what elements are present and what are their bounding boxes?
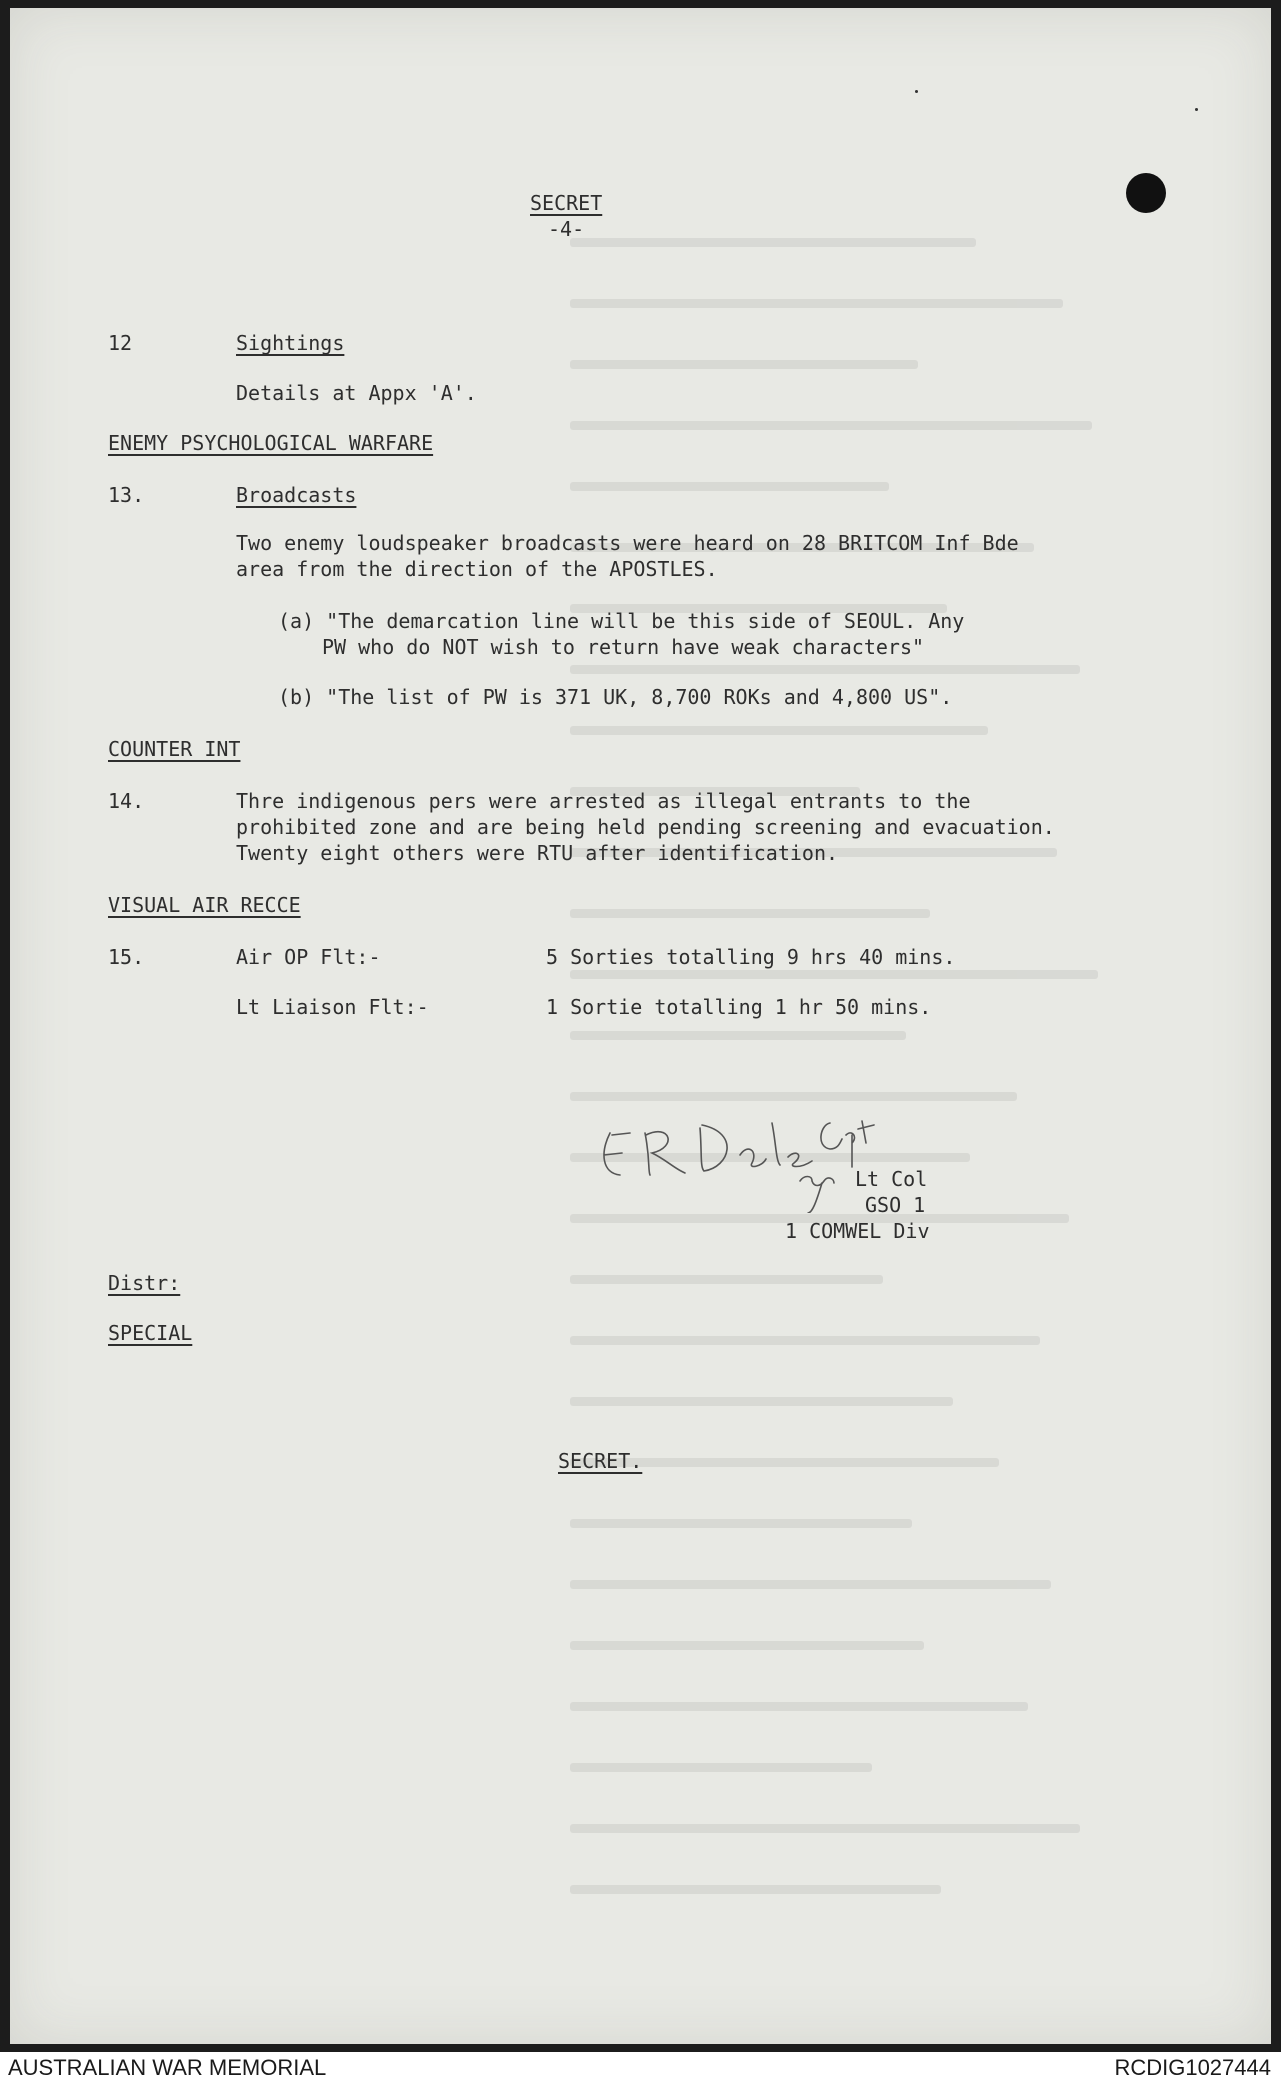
- sortie-value: 1 Sortie totalling 1 hr 50 mins.: [546, 995, 932, 1019]
- punch-hole: [1126, 173, 1166, 213]
- document-page: [10, 8, 1271, 2044]
- visual-air-recce-heading: VISUAL AIR RECCE: [108, 893, 301, 917]
- para-13-line: area from the direction of the APOSTLES.: [236, 557, 718, 581]
- broadcast-item-a-cont: PW who do NOT wish to return have weak characters": [322, 635, 925, 659]
- para-14-line: Thre indigenous pers were arrested as illegal entrants to the: [236, 789, 971, 813]
- sortie-label: Air OP Flt:-: [236, 945, 381, 969]
- sortie-value: 5 Sorties totalling 9 hrs 40 mins.: [546, 945, 956, 969]
- page-number: -4-: [548, 217, 585, 241]
- sortie-label: Lt Liaison Flt:-: [236, 995, 429, 1019]
- classification-footer: SECRET.: [558, 1449, 643, 1473]
- paper-speck: [915, 90, 918, 93]
- para-12-text: Details at Appx 'A'.: [236, 381, 477, 405]
- archive-footer: [0, 2052, 1281, 2082]
- para-12-heading: Sightings: [236, 331, 345, 355]
- para-13-line: Two enemy loudspeaker broadcasts were heard on 28 BRITCOM Inf Bde: [236, 531, 1019, 555]
- para-14-line: prohibited zone and are being held pending screening and evacuation.: [236, 815, 1055, 839]
- para-15-number: 15.: [108, 945, 145, 969]
- para-14-line: Twenty eight others were RTU after identification.: [236, 841, 839, 865]
- distribution-value: SPECIAL: [108, 1321, 193, 1345]
- signatory-unit: 1 COMWEL Div: [785, 1219, 930, 1243]
- signatory-appointment: GSO 1: [865, 1193, 926, 1217]
- para-13-number: 13.: [108, 483, 145, 507]
- broadcast-item-b: (b) "The list of PW is 371 UK, 8,700 ROKs and 4,800 US".: [278, 685, 953, 709]
- para-14-number: 14.: [108, 789, 145, 813]
- para-12-number: 12: [108, 331, 133, 355]
- distribution-label: Distr:: [108, 1271, 181, 1295]
- broadcast-item-a: (a) "The demarcation line will be this side of SEOUL. Any: [278, 609, 965, 633]
- archive-name: AUSTRALIAN WAR MEMORIAL: [8, 2055, 327, 2080]
- counter-int-heading: COUNTER INT: [108, 737, 241, 761]
- enemy-psychological-warfare-heading: ENEMY PSYCHOLOGICAL WARFARE: [108, 431, 434, 455]
- para-13-heading: Broadcasts: [236, 483, 357, 507]
- archive-reference: RCDIG1027444: [1114, 2055, 1271, 2080]
- classification-header: SECRET: [530, 191, 603, 215]
- signatory-rank: Lt Col: [855, 1167, 928, 1191]
- paper-speck: [1195, 108, 1198, 111]
